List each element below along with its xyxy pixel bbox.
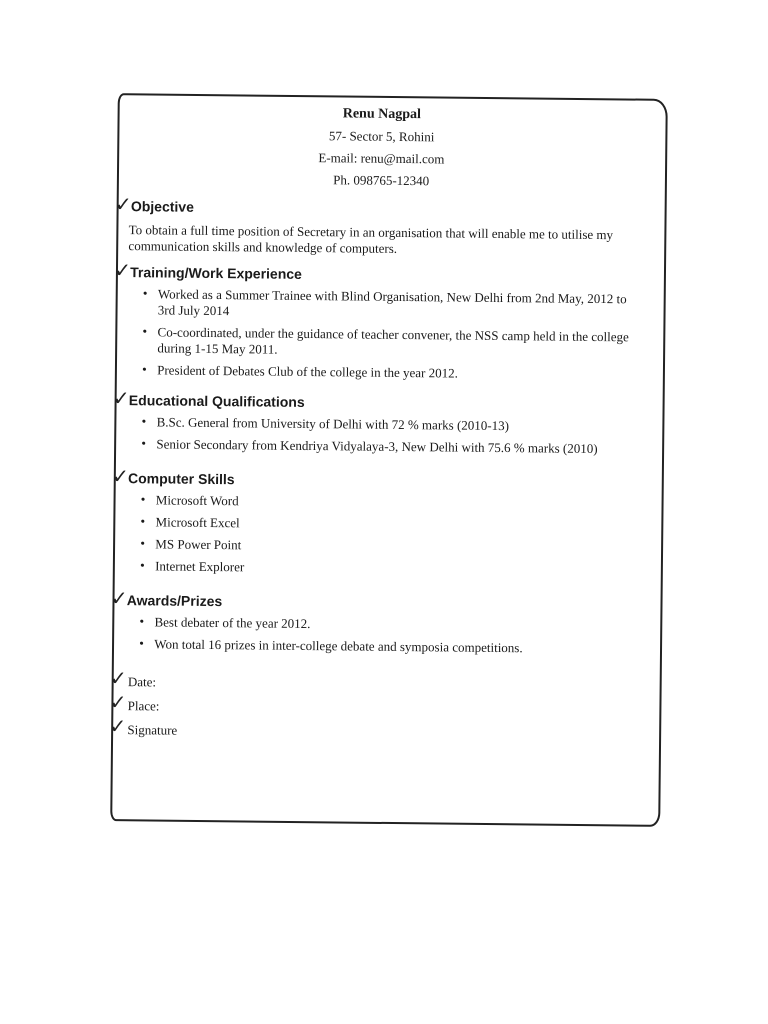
check-icon: ✓ bbox=[110, 585, 128, 611]
list-item bbox=[139, 492, 642, 513]
experience-heading-text: Training/Work Experience bbox=[130, 264, 302, 282]
list-item-text: President of Debates Club of the college in the year 2012. bbox=[157, 362, 458, 381]
bullet-icon: • bbox=[139, 515, 147, 529]
objective-heading bbox=[114, 191, 645, 220]
check-icon: ✓ bbox=[114, 257, 132, 283]
bullet-icon: • bbox=[140, 415, 148, 429]
list-item bbox=[138, 636, 640, 657]
candidate-phone: Ph. 098765-12340 bbox=[333, 172, 430, 189]
candidate-address: 57- Sector 5, Rohini bbox=[328, 128, 435, 145]
bullet-icon: • bbox=[141, 325, 149, 339]
bullet-icon: • bbox=[139, 493, 147, 507]
education-heading-text: Educational Qualifications bbox=[128, 392, 305, 410]
bullet-icon: • bbox=[138, 615, 146, 629]
list-item-text: Won total 16 prizes in inter-college debate and symposia competitions. bbox=[154, 636, 523, 656]
list-item bbox=[140, 414, 643, 435]
list-item bbox=[139, 536, 641, 557]
date-line bbox=[109, 665, 640, 696]
list-item bbox=[139, 558, 641, 579]
list-item-text: MS Power Point bbox=[155, 536, 242, 553]
bullet-icon: • bbox=[139, 537, 146, 551]
bullet-icon: • bbox=[140, 437, 147, 451]
objective-section bbox=[114, 191, 645, 260]
check-icon: ✓ bbox=[109, 713, 127, 739]
experience-section bbox=[114, 257, 644, 384]
signature-label: Signature bbox=[127, 722, 178, 738]
experience-list bbox=[115, 286, 644, 384]
check-icon: ✓ bbox=[112, 385, 130, 411]
awards-heading bbox=[110, 585, 641, 614]
signature-line bbox=[109, 713, 639, 744]
objective-text: To obtain a full time position of Secretary in an organisation that will enable me to utilise my communication skills and knowledge of computers. bbox=[128, 222, 614, 256]
awards-list bbox=[112, 614, 640, 658]
resume-header bbox=[117, 104, 646, 192]
bullet-icon: • bbox=[139, 559, 146, 573]
list-item bbox=[140, 436, 642, 457]
check-icon: ✓ bbox=[109, 665, 127, 691]
check-icon: ✓ bbox=[114, 191, 132, 217]
awards-heading-text: Awards/Prizes bbox=[126, 592, 223, 610]
candidate-name: Renu Nagpal bbox=[342, 106, 422, 123]
skills-list bbox=[113, 492, 642, 580]
list-item bbox=[138, 614, 640, 635]
education-section bbox=[112, 385, 643, 458]
education-heading bbox=[112, 385, 643, 414]
list-item-text: Best debater of the year 2012. bbox=[154, 614, 311, 632]
list-item bbox=[141, 286, 644, 323]
skills-heading bbox=[111, 463, 642, 492]
awards-section bbox=[110, 585, 641, 658]
education-list bbox=[114, 414, 642, 458]
signature-block bbox=[109, 665, 640, 744]
list-item-text: Senior Secondary from Kendriya Vidyalaya-3, New Delhi with 75.6 % marks (2010) bbox=[156, 436, 598, 457]
check-icon: ✓ bbox=[109, 689, 127, 715]
bullet-icon: • bbox=[141, 287, 149, 301]
list-item-text: Co-coordinated, under the guidance of teacher convener, the NSS camp held in the college during 1-15 May 2011. bbox=[157, 324, 629, 357]
check-icon: ✓ bbox=[111, 463, 129, 489]
skills-heading-text: Computer Skills bbox=[127, 470, 235, 488]
list-item-text: Microsoft Excel bbox=[155, 514, 240, 531]
list-item bbox=[141, 324, 643, 361]
list-item bbox=[139, 514, 641, 535]
list-item-text: Internet Explorer bbox=[155, 558, 245, 575]
experience-heading bbox=[114, 257, 644, 286]
list-item-text: Worked as a Summer Trainee with Blind Organisation, New Delhi from 2nd May, 2012 to 3rd July 2014 bbox=[157, 286, 627, 319]
objective-heading-text: Objective bbox=[130, 198, 195, 215]
place-label: Place: bbox=[127, 698, 160, 714]
list-item bbox=[141, 362, 643, 383]
resume-content bbox=[111, 100, 646, 751]
skills-section bbox=[111, 463, 642, 580]
date-label: Date: bbox=[127, 674, 157, 690]
candidate-email: E-mail: renu@mail.com bbox=[318, 150, 445, 167]
bullet-icon: • bbox=[141, 363, 148, 377]
list-item-text: B.Sc. General from University of Delhi with 72 % marks (2010-13) bbox=[156, 414, 510, 434]
place-line bbox=[109, 689, 640, 720]
list-item-text: Microsoft Word bbox=[155, 492, 239, 509]
bullet-icon: • bbox=[138, 637, 145, 651]
